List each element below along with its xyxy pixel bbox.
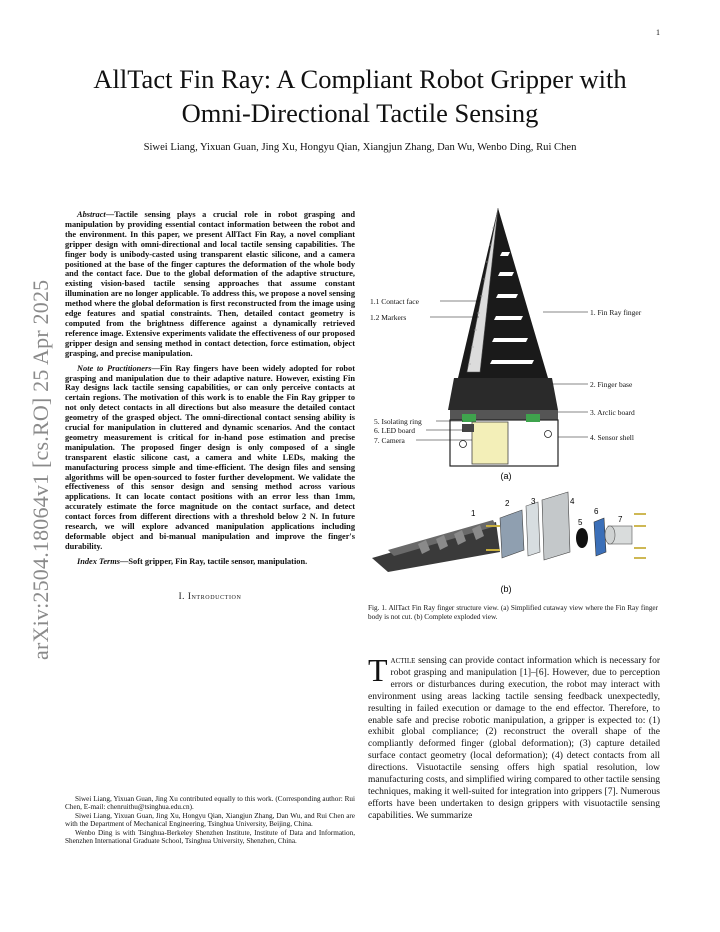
arxiv-stamp[interactable]: arXiv:2504.18064v1 [cs.RO] 25 Apr 2025 bbox=[28, 279, 53, 660]
label-isolating-ring: 5. Isolating ring bbox=[374, 417, 422, 426]
exploded-led-board bbox=[594, 518, 606, 556]
label-led-board: 6. LED board bbox=[374, 426, 416, 435]
subfigure-a-label: (a) bbox=[500, 471, 512, 481]
intro-body: sensing can provide contact information which is necessary for robot grasping and manipulation [1]–[6]. However, due to perception errors or disturbances during execution, the robot may interact with environment using areas lacking tactile sensing feedback unexpectedly, resulting in failed execution or damage to the end effector. Therefore, to enable safe and precise robotic manipulation, a gripper is expected to: (1) exhibit global compliance; (2) reconstruct the overall shape of the compliantly deformed finger (global deformation); (3) capture detailed surface contact geometry (local deformation); (4) detect contacts from all directions. Visuotactile sensing offers high spatial resolution, low manufacturing costs, and simplified wiring compared to other tactile sensing techniques, making it well-suited for integration into grippers [7]. Numerous efforts have been undertaken to design grippers with visuotactile sensing capabilities. We summarize bbox=[368, 656, 660, 821]
index-text: —Soft gripper, Fin Ray, tactile sensor, manipulation. bbox=[120, 556, 308, 566]
practitioners-text: —Fin Ray fingers have been widely adopted for robot grasping and manipulation due to their adaptive nature. However, existing Fin Ray designs lack tactile sensing capabilities, or can only perceive contacts at certain regions. The motivation of this work is to enable the Fin Ray gripper to not only detect contacts in all directions but also measure the detailed contact geometry of the grasped object. The omni-directional contact sensing ability is crucial for manipulation in cluttered and dynamic scenarios. And the contact geometry measurement is critical for in-hand pose estimation and precise manipulation. The proposed finger design is only composed of a single transparent elastic silicone cast, a camera and white LEDs, making the manufacturing process simple and time-efficient. The design files and sensing algorithms will be open-sourced to foster further development. We validate the effectiveness of this sensor design and sensing method across various applications. It can locate contact positions with an error less than 1mm, accurately estimate the force magnitude on the contact surface, and detect contact forces from different directions with a threshold below 2 N. In future research, we will explore advanced manipulation applications including deformable object and bi-manual manipulation and improve the finger's durability. bbox=[65, 363, 355, 551]
paper-title bbox=[40, 62, 680, 130]
label-finger-base: 2. Finger base bbox=[590, 380, 633, 389]
authors: Siwei Liang, Yixuan Guan, Jing Xu, Hongyu Qian, Xiangjun Zhang, Dan Wu, Wenbo Ding, Rui Chen bbox=[143, 142, 577, 153]
exploded-finger-base bbox=[500, 510, 524, 558]
exploded-num-5: 5 bbox=[578, 518, 583, 527]
label-contact-face: 1.1 Contact face bbox=[370, 297, 419, 306]
practitioners-label: Note to Practitioners bbox=[77, 363, 152, 373]
figure-1-illustration bbox=[368, 200, 658, 600]
led-board-left bbox=[462, 414, 476, 422]
index-terms bbox=[65, 557, 355, 567]
led-board-right bbox=[526, 414, 540, 422]
finger-cutaway bbox=[448, 208, 558, 466]
index-label: Index Terms bbox=[77, 556, 121, 566]
intro-dropcap: T bbox=[368, 652, 388, 688]
footnote-1: Siwei Liang, Yixuan Guan, Jing Xu contributed equally to this work. (Corresponding author: Rui Chen, E-mail: chenruithu@tsinghua.edu.cn). bbox=[65, 795, 355, 812]
intro-smallcaps: actile bbox=[390, 656, 416, 666]
footnote-2: Siwei Liang, Yixuan Guan, Jing Xu, Hongyu Qian, Xiangjun Zhang, Dan Wu, and Rui Chen are with the Department of Mechanical Engineering, Tsinghua University, Beijing, China. bbox=[65, 811, 355, 829]
exploded-isolating-ring bbox=[576, 528, 588, 548]
exploded-sensor-shell bbox=[542, 492, 570, 560]
label-fin-ray-finger: 1. Fin Ray finger bbox=[590, 308, 642, 317]
footnotes bbox=[65, 795, 355, 845]
subfigure-b-label: (b) bbox=[500, 584, 512, 594]
page-number: 1 bbox=[656, 28, 660, 37]
exploded-num-7: 7 bbox=[618, 515, 623, 524]
label-arclic-board: 3. Arclic board bbox=[590, 408, 635, 417]
introduction-text bbox=[368, 652, 660, 823]
label-sensor-shell: 4. Sensor shell bbox=[590, 433, 634, 442]
abstract bbox=[65, 210, 355, 359]
label-camera: 7. Camera bbox=[374, 436, 405, 445]
exploded-num-2: 2 bbox=[505, 499, 510, 508]
left-column bbox=[65, 210, 355, 601]
abstract-text: —Tactile sensing plays a crucial role in robot grasping and manipulation by providing essential contact information between the robot and the environment. In this paper, we present AllTact Fin Ray, a novel compliant gripper design with omni-directional and local tactile sensing capabilities. The finger body is unibody-casted using transparent elastic silicone, and a camera positioned at the base of the finger captures the deformation of the whole body and the contact face. Due to the global deformation of the adaptive structure, existing vision-based tactile sensing approaches that assume constant illumination are no longer applicable. To address this, we propose a novel sensing method where the global deformation is first reconstructed from the image using edge features and spatial constraints. Then, detailed contact geometry is computed from the brightness difference against a dynamically retrieved reference image. Extensive experiments validate the effectiveness of our proposed gripper design and sensing method in contact detection, force estimation, object grasping, and precise manipulation. bbox=[65, 210, 355, 358]
exploded-num-4: 4 bbox=[570, 497, 575, 506]
footnote-3: Wenbo Ding is with Tsinghua-Berkeley Shenzhen Institute, Institute of Data and Information, Shenzhen International Graduate School, Tsinghua University, Shenzhen, China. bbox=[65, 828, 355, 846]
camera-shape bbox=[472, 422, 508, 464]
title-line-1: AllTact Fin Ray: A Compliant Robot Gripper with bbox=[93, 64, 627, 94]
exploded-num-6: 6 bbox=[594, 507, 599, 516]
figure-caption: Fig. 1. AllTact Fin Ray finger structure view. (a) Simplified cutaway view where the Fin Ray finger body is not cut. (b) Complete exploded view. bbox=[368, 604, 658, 621]
exploded-num-3: 3 bbox=[531, 497, 536, 506]
title-line-2: Omni-Directional Tactile Sensing bbox=[181, 98, 539, 128]
abstract-label: Abstract bbox=[77, 210, 106, 219]
isolating-ring-shape bbox=[462, 424, 474, 432]
figure-1 bbox=[368, 200, 658, 605]
finger-base-shape bbox=[448, 378, 558, 410]
note-to-practitioners bbox=[65, 364, 355, 552]
exploded-arclic-board bbox=[526, 502, 540, 556]
exploded-num-1: 1 bbox=[471, 509, 476, 518]
section-heading: I. Introduction bbox=[178, 590, 242, 601]
label-markers: 1.2 Markers bbox=[370, 313, 407, 322]
